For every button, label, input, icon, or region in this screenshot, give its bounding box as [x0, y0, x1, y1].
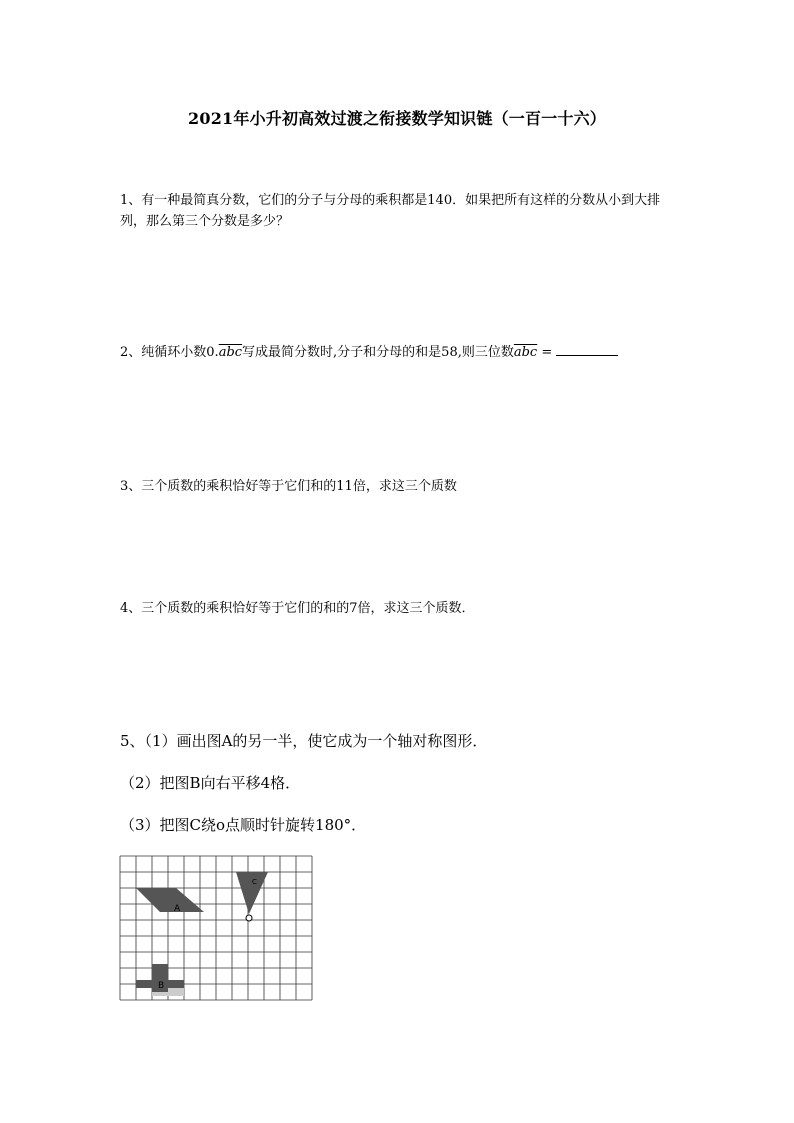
- label-a: A: [174, 904, 181, 914]
- grid-lines: [120, 856, 312, 1000]
- label-c: C: [252, 878, 257, 886]
- page-title: 2021年小升初高效过渡之衔接数学知识链（一百一十六）: [188, 109, 606, 128]
- question-4: 4、三个质数的乘积恰好等于它们的和的7倍，求这三个质数．: [120, 601, 475, 616]
- question-2: [120, 342, 618, 363]
- question-2-suffix: =: [537, 345, 557, 360]
- grid-figure: [118, 850, 330, 1010]
- question-3: 3、三个质数的乘积恰好等于它们和的11倍，求这三个质数: [120, 479, 457, 494]
- label-b: B: [158, 981, 165, 991]
- question-2-variable: $\overline{abc}$: [513, 345, 538, 360]
- question-5-part-2: （2）把图B向右平移4格．: [120, 774, 301, 792]
- question-2-prefix: 2、纯循环小数0.: [120, 345, 219, 360]
- point-o: [246, 915, 252, 921]
- answer-blank: [556, 343, 618, 356]
- question-5-part-1: 5、（1）画出图A的另一半，使它成为一个轴对称图形．: [120, 732, 488, 750]
- question-2-repeating-decimal: $\overline{abc}$: [218, 345, 243, 360]
- question-5-part-3: （3）把图C绕o点顺时针旋转180°．: [120, 816, 367, 834]
- question-2-middle: 写成最简分数时,分子和分母的和是58,则三位数: [242, 345, 514, 360]
- question-1: 1、有一种最简真分数，它们的分子与分母的乘积都是140．如果把所有这样的分数从小到大排列，那么第三个分数是多少？: [120, 193, 661, 229]
